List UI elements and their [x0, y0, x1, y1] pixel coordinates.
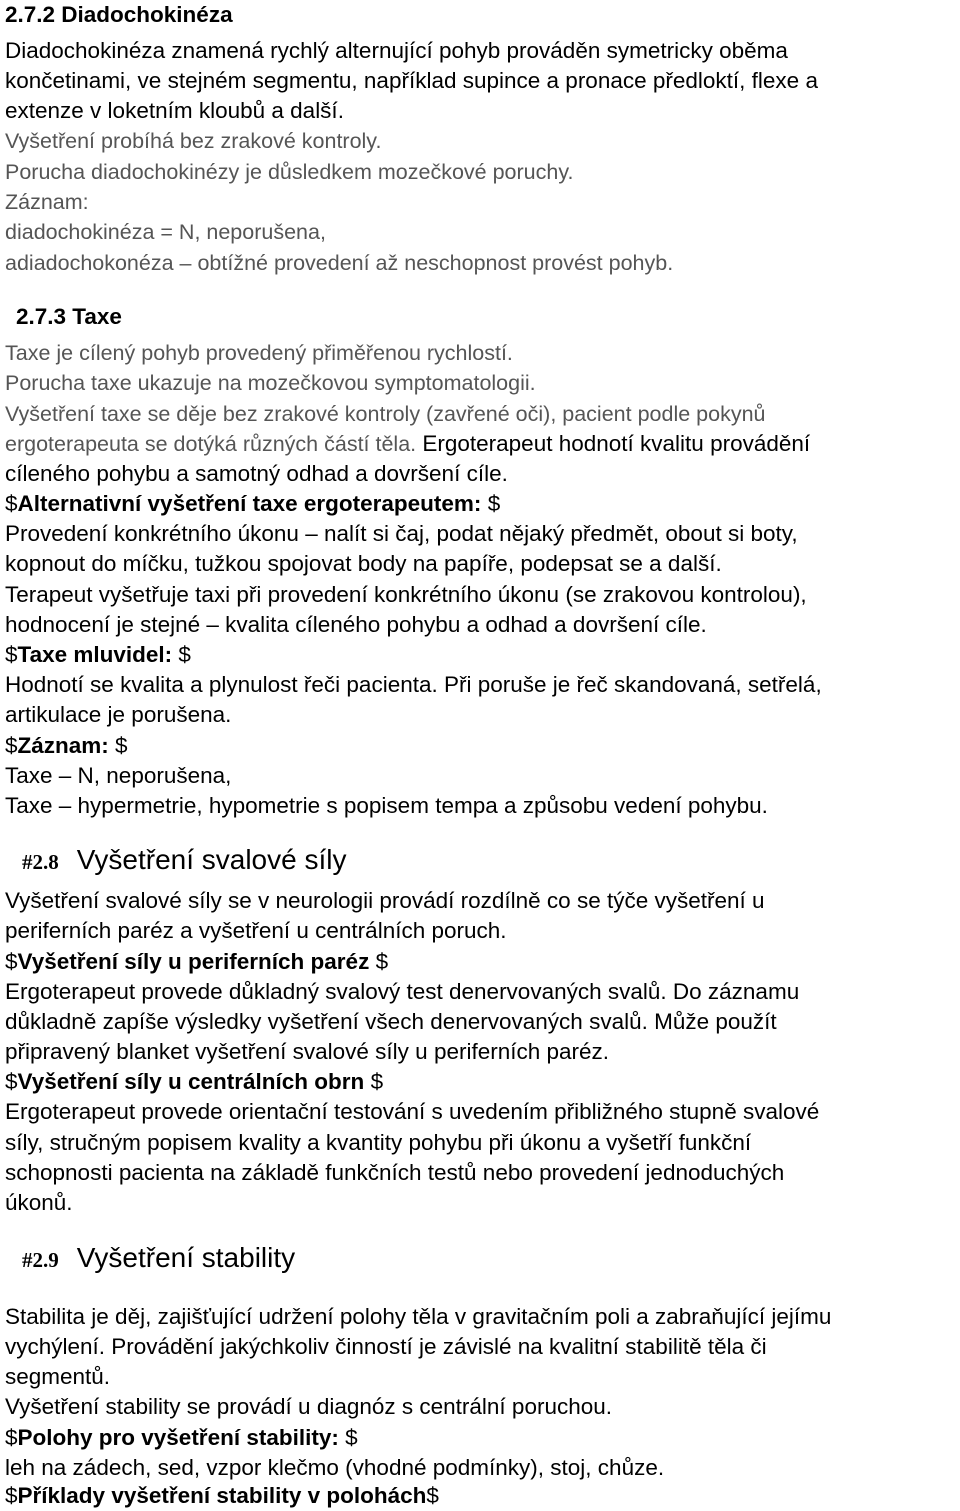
paragraph-line: schopnosti pacienta na základě funkčních testů nebo provedení jednoduchých: [5, 1160, 785, 1185]
paragraph-line: cíleného pohybu a samotný odhad a dovršení cíle.: [5, 461, 508, 486]
paragraph-line: důkladně zapíše výsledky vyšetření všech denervovaných svalů. Může použít: [5, 1009, 777, 1034]
paragraph-line: Ergoterapeut provede orientační testování s uvedením přibližného stupně svalové: [5, 1099, 820, 1124]
paragraph-line: Vyšetření taxe se děje bez zrakové kontroly (zavřené oči), pacient podle pokynů: [5, 402, 766, 426]
bold-subheading: $Vyšetření síly u periferních paréz $: [5, 949, 389, 974]
bold-subheading: $Záznam: $: [5, 733, 128, 758]
bold-subheading: $Taxe mluvidel: $: [5, 642, 191, 667]
heading-2-7-2: 2.7.2 Diadochokinéza: [5, 2, 233, 27]
paragraph-line: Taxe – N, neporušena,: [5, 763, 232, 788]
paragraph-line: leh na zádech, sed, vzpor klečmo (vhodné podmínky), stoj, chůze.: [5, 1455, 665, 1480]
bold-subheading: $Příklady vyšetření stability v polohách$: [5, 1483, 439, 1508]
paragraph-line: síly, stručným popisem kvality a kvantity pohybu při úkonu a vyšetří funkční: [5, 1130, 752, 1155]
heading-2-7-3: 2.7.3 Taxe: [16, 304, 122, 329]
paragraph-line: končetinami, ve stejném segmentu, například supince a pronace předloktí, flexe a: [5, 68, 818, 93]
section-number: #2.9: [22, 1248, 59, 1272]
paragraph-line: Vyšetření svalové síly se v neurologii provádí rozdílně co se týče vyšetření u: [5, 888, 765, 913]
paragraph-line: připravený blanket vyšetření svalové síly u periferních paréz.: [5, 1039, 610, 1064]
paragraph-line: Porucha diadochokinézy je důsledkem mozečkové poruchy.: [5, 160, 574, 184]
paragraph-line: ergoterapeuta se dotýká různých částí těla. Ergoterapeut hodnotí kvalitu provádění: [5, 431, 811, 456]
paragraph-line: Diadochokinéza znamená rychlý alternující pohyb prováděn symetricky oběma: [5, 38, 788, 63]
paragraph-line: extenze v loketním kloubů a další.: [5, 98, 344, 123]
paragraph-line: Provedení konkrétního úkonu – nalít si čaj, podat nějaký předmět, obout si boty,: [5, 521, 798, 546]
paragraph-line: adiadochokonéza – obtížné provedení až neschopnost provést pohyb.: [5, 251, 674, 275]
paragraph-line: Porucha taxe ukazuje na mozečkovou symptomatologii.: [5, 371, 536, 395]
paragraph-line: úkonů.: [5, 1190, 73, 1215]
bold-subheading: $Vyšetření síly u centrálních obrn $: [5, 1069, 384, 1094]
paragraph-line: Taxe je cílený pohyb provedený přiměřenou rychlostí.: [5, 341, 513, 365]
paragraph-line: Vyšetření stability se provádí u diagnóz s centrální poruchou.: [5, 1394, 613, 1419]
bold-subheading: $Alternativní vyšetření taxe ergoterapeutem: $: [5, 491, 501, 516]
paragraph-line: segmentů.: [5, 1364, 111, 1389]
record-label: Záznam:: [5, 190, 89, 214]
bold-subheading: $Polohy pro vyšetření stability: $: [5, 1425, 358, 1450]
heading-2-9: [22, 1242, 295, 1274]
paragraph-line: Vyšetření probíhá bez zrakové kontroly.: [5, 129, 382, 153]
paragraph-line: Stabilita je děj, zajišťující udržení polohy těla v gravitačním poli a zabraňující jejímu: [5, 1304, 832, 1329]
section-number: #2.8: [22, 850, 59, 874]
paragraph-line: Ergoterapeut provede důkladný svalový test denervovaných svalů. Do záznamu: [5, 979, 800, 1004]
heading-2-8: [22, 844, 346, 876]
paragraph-line: diadochokinéza = N, neporušena,: [5, 220, 326, 244]
paragraph-line: artikulace je porušena.: [5, 702, 232, 727]
section-title: Vyšetření svalové síly: [76, 844, 347, 875]
paragraph-line: vychýlení. Provádění jakýchkoliv činností je závislé na kvalitní stabilitě těla či: [5, 1334, 767, 1359]
paragraph-line: kopnout do míčku, tužkou spojovat body na papíře, podepsat se a další.: [5, 551, 722, 576]
paragraph-line: Terapeut vyšetřuje taxi při provedení konkrétního úkonu (se zrakovou kontrolou),: [5, 582, 807, 607]
paragraph-line: Hodnotí se kvalita a plynulost řeči pacienta. Při poruše je řeč skandovaná, setřelá,: [5, 672, 822, 697]
paragraph-line: hodnocení je stejné – kvalita cíleného pohybu a odhad a dovršení cíle.: [5, 612, 707, 637]
section-title: Vyšetření stability: [76, 1242, 296, 1273]
paragraph-line: periferních paréz a vyšetření u centrálních poruch.: [5, 918, 507, 943]
paragraph-line: Taxe – hypermetrie, hypometrie s popisem tempa a způsobu vedení pohybu.: [5, 793, 768, 818]
